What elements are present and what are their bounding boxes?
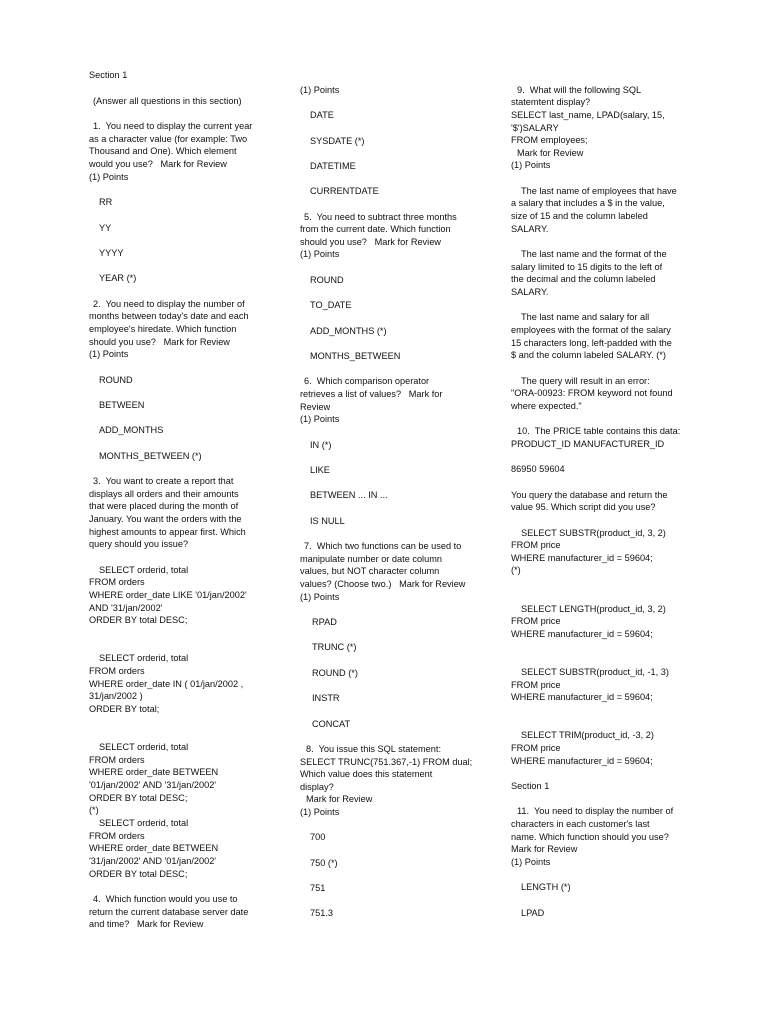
text-line: should you use? Mark for Review <box>89 337 230 347</box>
text-line: MONTHS_BETWEEN <box>310 351 401 361</box>
text-line: ADD_MONTHS <box>99 425 164 435</box>
text-line: displays all orders and their amounts <box>89 489 239 499</box>
text-line: 8. You issue this SQL statement: <box>306 744 441 754</box>
text-line: return the current database server date <box>89 907 249 917</box>
text-line: Section 1 <box>89 70 128 80</box>
text-line: WHERE manufacturer_id = 59604; <box>511 692 653 702</box>
text-line: SELECT orderid, total <box>99 818 189 828</box>
text-line: 6. Which comparison operator <box>304 376 430 386</box>
text-line: name. Which function should you use? <box>511 832 669 842</box>
text-line: WHERE order_date IN ( 01/jan/2002 , <box>89 679 244 689</box>
text-line: FROM orders <box>89 666 145 676</box>
text-line: SELECT TRUNC(751.367,-1) FROM dual; <box>300 757 473 767</box>
text-line: SELECT LENGTH(product_id, 3, 2) <box>521 604 666 614</box>
text-line: characters in each customer's last <box>511 819 650 829</box>
text-line: and time? Mark for Review <box>89 919 204 929</box>
text-line: (*) <box>89 805 99 815</box>
text-line: (1) Points <box>300 85 340 95</box>
text-line: YY <box>99 223 112 233</box>
text-line: the decimal and the column labeled <box>511 274 656 284</box>
text-line: SELECT orderid, total <box>99 565 189 575</box>
text-line: months between today's date and each <box>89 311 249 321</box>
text-line: (1) Points <box>300 592 340 602</box>
text-line: retrieves a list of values? Mark for <box>300 389 443 399</box>
text-line: employee's hiredate. Which function <box>89 324 237 334</box>
text-line: RPAD <box>312 617 337 627</box>
text-line: WHERE manufacturer_id = 59604; <box>511 553 653 563</box>
text-line: ROUND (*) <box>312 668 358 678</box>
text-line: SYSDATE (*) <box>310 136 365 146</box>
text-line: 1. You need to display the current year <box>93 121 253 131</box>
text-line: YEAR (*) <box>99 273 137 283</box>
text-line: SELECT last_name, LPAD(salary, 15, <box>511 110 665 120</box>
text-line: '31/jan/2002' AND '01/jan/2002' <box>89 856 217 866</box>
text-line: The last name and salary for all <box>521 312 650 322</box>
text-line: LIKE <box>310 465 330 475</box>
text-line: ORDER BY total DESC; <box>89 615 188 625</box>
text-line: "ORA-00923: FROM keyword not found <box>511 388 673 398</box>
text-line: 751.3 <box>310 908 333 918</box>
text-line: 11. You need to display the number of <box>517 806 674 816</box>
text-line: FROM orders <box>89 755 145 765</box>
text-line: Thousand and One). Which element <box>89 146 237 156</box>
text-line: CONCAT <box>312 719 351 729</box>
text-line: should you use? Mark for Review <box>300 237 441 247</box>
text-line: WHERE manufacturer_id = 59604; <box>511 756 653 766</box>
text-line: LPAD <box>521 908 545 918</box>
text-line: 4. Which function would you use to <box>93 894 238 904</box>
text-line: The last name and the format of the <box>521 249 667 259</box>
text-line: FROM orders <box>89 831 145 841</box>
text-line: as a character value (for example: Two <box>89 134 248 144</box>
text-line: size of 15 and the column labeled <box>511 211 648 221</box>
text-line: ROUND <box>310 275 344 285</box>
text-line: '$')SALARY <box>511 123 559 133</box>
text-line: (1) Points <box>511 160 551 170</box>
text-line: (1) Points <box>89 172 129 182</box>
text-line: TO_DATE <box>310 300 352 310</box>
text-line: 31/jan/2002 ) <box>89 691 143 701</box>
text-line: FROM orders <box>89 577 145 587</box>
text-line: (1) Points <box>511 857 551 867</box>
text-line: ADD_MONTHS (*) <box>310 326 387 336</box>
text-line: DATETIME <box>310 161 356 171</box>
text-line: 751 <box>310 883 326 893</box>
text-line: Mark for Review <box>517 148 584 158</box>
text-line: Section 1 <box>511 781 550 791</box>
text-line: FROM price <box>511 743 561 753</box>
text-line: ORDER BY total; <box>89 704 160 714</box>
text-line: ORDER BY total DESC; <box>89 869 188 879</box>
text-line: ROUND <box>99 375 133 385</box>
text-line: Which value does this statement <box>300 769 433 779</box>
text-line: 3. You want to create a report that <box>93 476 234 486</box>
text-line: 5. You need to subtract three months <box>304 212 457 222</box>
text-line: values? (Choose two.) Mark for Review <box>300 579 466 589</box>
text-line: FROM price <box>511 540 561 550</box>
text-line: LENGTH (*) <box>521 882 571 892</box>
text-line: BETWEEN <box>99 400 145 410</box>
text-line: that were placed during the month of <box>89 501 239 511</box>
text-line: statemtent display? <box>511 97 591 107</box>
text-line: YYYY <box>99 248 124 258</box>
text-line: 15 characters long, left-padded with the <box>511 338 672 348</box>
text-line: WHERE order_date LIKE '01/jan/2002' <box>89 590 247 600</box>
text-line: FROM employees; <box>511 135 588 145</box>
text-line: where expected." <box>511 401 582 411</box>
text-line: MONTHS_BETWEEN (*) <box>99 451 202 461</box>
text-line: 700 <box>310 832 326 842</box>
text-line: 750 (*) <box>310 858 338 868</box>
text-line: '01/jan/2002' AND '31/jan/2002' <box>89 780 217 790</box>
text-line: 7. Which two functions can be used to <box>304 541 462 551</box>
text-line: SALARY. <box>511 287 549 297</box>
text-line: would you use? Mark for Review <box>89 159 227 169</box>
text-line: (1) Points <box>300 249 340 259</box>
text-line: from the current date. Which function <box>300 224 451 234</box>
text-line: SELECT TRIM(product_id, -3, 2) <box>521 730 654 740</box>
text-line: RR <box>99 197 113 207</box>
text-line: BETWEEN ... IN ... <box>310 490 388 500</box>
text-line: DATE <box>310 110 334 120</box>
text-line: (Answer all questions in this section) <box>93 96 242 106</box>
text-line: highest amounts to appear first. Which <box>89 527 246 537</box>
text-line: salary limited to 15 digits to the left of <box>511 262 663 272</box>
text-line: WHERE order_date BETWEEN <box>89 767 219 777</box>
text-line: 10. The PRICE table contains this data: <box>517 426 681 436</box>
text-line: 86950 59604 <box>511 464 565 474</box>
text-line: (1) Points <box>300 414 340 424</box>
text-line: WHERE order_date BETWEEN <box>89 843 219 853</box>
text-line: SELECT orderid, total <box>99 742 189 752</box>
text-line: (*) <box>511 565 521 575</box>
text-line: FROM price <box>511 616 561 626</box>
text-line: display? <box>300 782 334 792</box>
text-line: INSTR <box>312 693 340 703</box>
text-line: 2. You need to display the number of <box>93 299 245 309</box>
text-line: WHERE manufacturer_id = 59604; <box>511 629 653 639</box>
text-line: The last name of employees that have <box>521 186 677 196</box>
text-line: SELECT SUBSTR(product_id, -1, 3) <box>521 667 669 677</box>
text-line: IN (*) <box>310 440 332 450</box>
text-line: PRODUCT_ID MANUFACTURER_ID <box>511 439 665 449</box>
text-line: Mark for Review <box>511 844 578 854</box>
text-line: AND '31/jan/2002' <box>89 603 163 613</box>
text-line: employees with the format of the salary <box>511 325 671 335</box>
text-line: values, but NOT character column <box>300 566 440 576</box>
text-line: CURRENTDATE <box>310 186 379 196</box>
text-line: query should you issue? <box>89 539 189 549</box>
text-line: manipulate number or date column <box>300 554 442 564</box>
text-line: IS NULL <box>310 516 345 526</box>
text-line: a salary that includes a $ in the value, <box>511 198 665 208</box>
text-line: 9. What will the following SQL <box>517 85 642 95</box>
text-line: SALARY. <box>511 224 549 234</box>
text-line: The query will result in an error: <box>521 376 650 386</box>
text-line: (1) Points <box>300 807 340 817</box>
text-line: (1) Points <box>89 349 129 359</box>
text-line: SELECT SUBSTR(product_id, 3, 2) <box>521 528 666 538</box>
text-line: ORDER BY total DESC; <box>89 793 188 803</box>
text-line: $ and the column labeled SALARY. (*) <box>511 350 666 360</box>
text-line: FROM price <box>511 680 561 690</box>
text-line: TRUNC (*) <box>312 642 357 652</box>
text-line: You query the database and return the <box>511 490 668 500</box>
text-line: SELECT orderid, total <box>99 653 189 663</box>
text-line: value 95. Which script did you use? <box>511 502 656 512</box>
text-line: January. You want the orders with the <box>89 514 242 524</box>
text-line: Mark for Review <box>306 794 373 804</box>
text-line: Review <box>300 402 331 412</box>
